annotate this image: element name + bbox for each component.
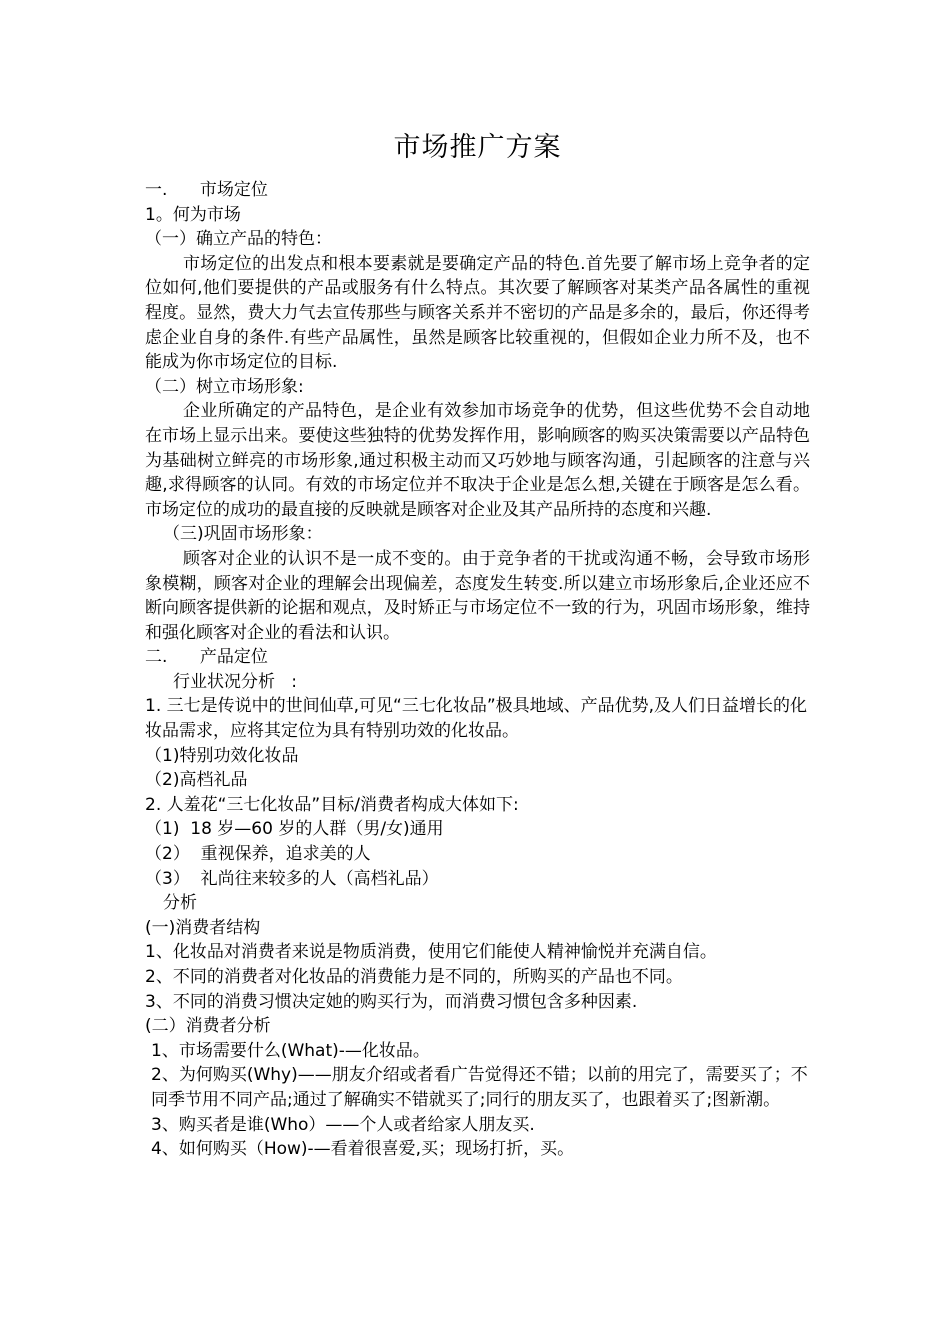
list-item: 2. 人羞花“三七化妆品”目标/消费者构成大体如下: [145,794,519,815]
subsection-heading: 1。何为市场 [145,204,241,225]
section-heading: 分析 [163,893,197,914]
paragraph-body: 企业所确定的产品特色，是企业有效参加市场竞争的优势，但这些优势不会自动地在市场上显示出来。要使这些独特的优势发挥作用，影响顾客的购买决策需要以产品特色为基础树立鲜亮的市场形象,通过积极主动而又巧妙地与顾客沟通，引起顾客的注意与兴趣,求得顾客的认同。有效的市场定位并不取决于企业是怎么想,关键在于顾客是怎么看。市场定位的成功的最直接的反映就是顾客对企业及其产品所持的态度和兴趣. [145,401,810,520]
list-item: （1) 18 岁—60 岁的人群（男/女)通用 [145,819,444,840]
list-item: 4、如何购买（How)-—看着很喜爱,买；现场打折，买。 [151,1139,575,1160]
subsection-heading: 行业状况分析 : [173,671,297,692]
paragraph-heading: （三)巩固市场形象： [163,524,323,545]
subsection-heading: (二）消费者分析 [145,1016,271,1037]
list-item: 1. 三七是传说中的世间仙草,可见“三七化妆品”极具地域、产品优势,及人们日益增长的化妆品需求，应将其定位为具有特别功效的化妆品。 [145,696,808,742]
list-item: 1、化妆品对消费者来说是物质消费，使用它们能使人精神愉悦并充满自信。 [145,942,717,963]
document-page [145,128,810,1162]
section-heading: 一. 市场定位 [145,180,268,200]
list-item: 2、不同的消费者对化妆品的消费能力是不同的，所购买的产品也不同。 [145,967,683,987]
list-item: 1、市场需要什么(What)-—化妆品。 [151,1040,430,1061]
paragraph-body: 顾客对企业的认识不是一成不变的。由于竞争者的干扰或沟通不畅，会导致市场形象模糊，顾客对企业的理解会出现偏差，态度发生转变.所以建立市场形象后,企业还应不断向顾客提供新的论据和观点，及时矫正与市场定位不一致的行为，巩固市场形象，维持和强化顾客对企业的看法和认识。 [145,548,810,643]
page-title: 市场推广方案 [393,132,562,163]
list-item: （2） 重视保养，追求美的人 [145,844,371,865]
list-item: （3） 礼尚往来较多的人（高档礼品） [145,868,439,889]
section-heading: 二. 产品定位 [145,647,268,668]
paragraph-heading: （二）树立市场形象: [145,376,304,397]
list-item: 3、购买者是谁(Who）——个人或者给家人朋友买. [151,1114,535,1135]
paragraph-heading: （一）确立产品的特色： [145,229,332,250]
list-item: 2、为何购买(Why)——朋友介绍或者看广告觉得还不错；以前的用完了，需要买了；不同季节用不同产品;通过了解确实不错就买了;同行的朋友买了，也跟着买了;图新潮。 [151,1065,808,1110]
list-item: 3、不同的消费习惯决定她的购买行为，而消费习惯包含多种因素. [145,991,638,1012]
list-item: （1)特别功效化妆品 [145,745,299,766]
list-item: （2)高档礼品 [145,770,248,791]
subsection-heading: (一)消费者结构 [145,917,261,938]
paragraph-body: 市场定位的出发点和根本要素就是要确定产品的特色.首先要了解市场上竞争者的定位如何,他们要提供的产品或服务有什么特点。其次要了解顾客对某类产品各属性的重视程度。显然，费大力气去宣传那些与顾客关系并不密切的产品是多余的，最后，你还得考虑企业自身的条件.有些产品属性，虽然是顾客比较重视的，但假如企业力所不及，也不能成为你市场定位的目标. [145,253,810,373]
